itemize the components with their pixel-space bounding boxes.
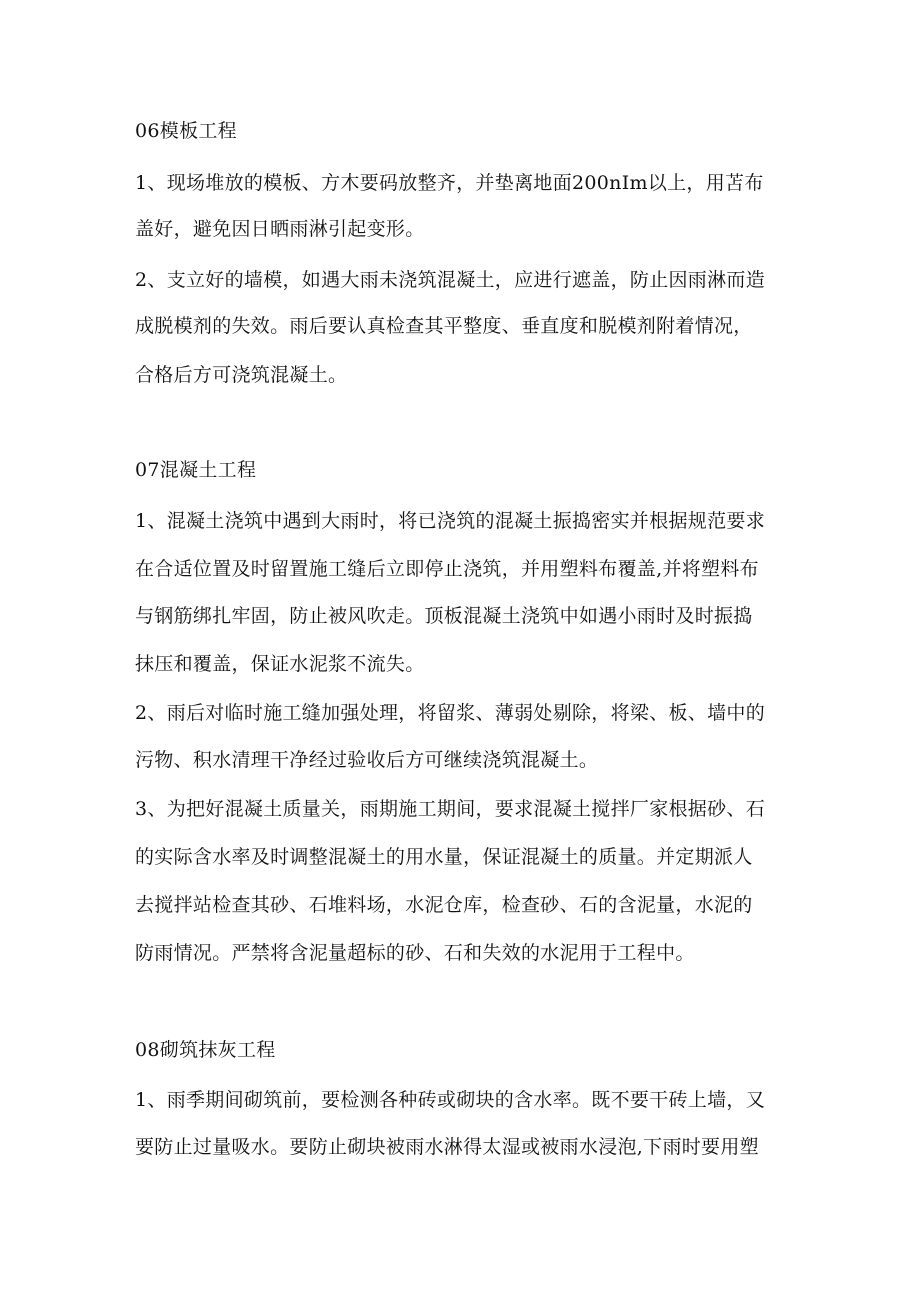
section-heading-06: 06模板工程 — [135, 120, 237, 142]
paragraph-line: 与钢筋绑扎牢固，防止被风吹走。顶板混凝土浇筑中如遇小雨时及时振捣 — [135, 605, 753, 627]
paragraph-line: 1、雨季期间砌筑前，要检测各种砖或砌块的含水率。既不要干砖上墙，又 — [135, 1089, 765, 1111]
paragraph-line: 成脱模剂的失效。雨后要认真检查其平整度、垂直度和脱模剂附着情况， — [135, 315, 753, 337]
paragraph-line: 的实际含水率及时调整混凝土的用水量，保证混凝土的质量。并定期派人 — [135, 846, 753, 868]
paragraph-line: 1、混凝土浇筑中遇到大雨时，将已浇筑的混凝土振捣密实并根据规范要求 — [135, 510, 765, 532]
section-heading-07: 07混凝土工程 — [135, 459, 257, 481]
paragraph-line: 2、支立好的墙模，如遇大雨未浇筑混凝土，应进行遮盖，防止因雨淋而造 — [135, 269, 765, 291]
paragraph-line: 污物、积水清理干净经过验收后方可继续浇筑混凝土。 — [135, 749, 599, 771]
paragraph-line: 在合适位置及时留置施工缝后立即停止浇筑，并用塑料布覆盖,并将塑料布 — [135, 558, 759, 580]
paragraph-line: 1、现场堆放的模板、方木要码放整齐，并垫离地面200nIm以上，用苫布 — [135, 172, 764, 194]
paragraph-line: 去搅拌站检查其砂、石堆料场，水泥仓库，检查砂、石的含泥量，水泥的 — [135, 894, 753, 916]
paragraph-line: 盖好，避免因日晒雨淋引起变形。 — [135, 218, 425, 240]
paragraph-line: 3、为把好混凝土质量关，雨期施工期间，要求混凝土搅拌厂家根据砂、石 — [135, 798, 765, 820]
paragraph-line: 防雨情况。严禁将含泥量超标的砂、石和失效的水泥用于工程中。 — [135, 942, 695, 964]
paragraph-line: 抹压和覆盖，保证水泥浆不流失。 — [135, 653, 425, 675]
paragraph-line: 2、雨后对临时施工缝加强处理，将留浆、薄弱处剔除，将梁、板、墙中的 — [135, 702, 765, 724]
paragraph-line: 合格后方可浇筑混凝土。 — [135, 364, 348, 386]
paragraph-line: 要防止过量吸水。要防止砌块被雨水淋得太湿或被雨水浸泡,下雨时要用塑 — [135, 1136, 759, 1158]
section-heading-08: 08砌筑抹灰工程 — [135, 1039, 276, 1061]
